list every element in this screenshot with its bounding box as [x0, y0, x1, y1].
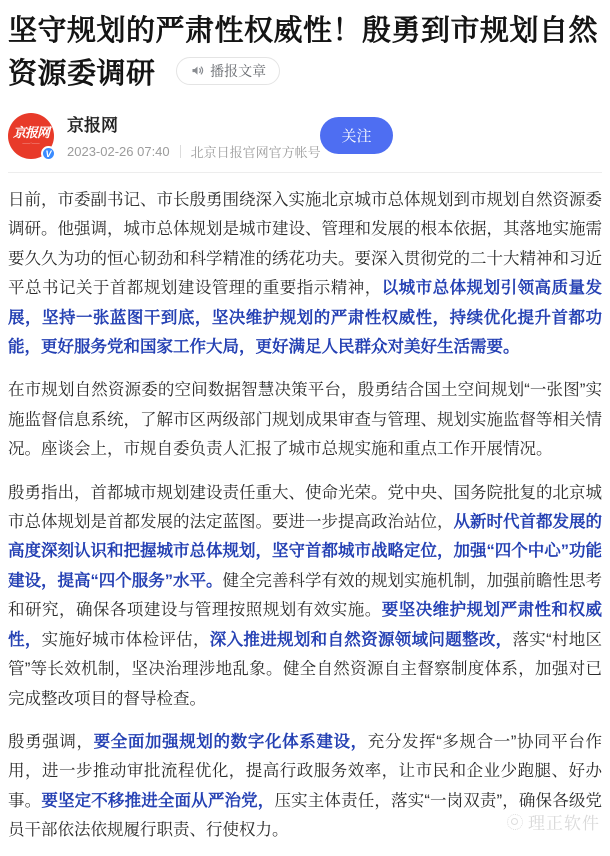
- account-description: 北京日报官网官方帐号: [190, 145, 321, 160]
- body-text: 压实主体责任，落实“一岗双责”，确保各级党员干部依法依规履行职责、行使权力。: [8, 791, 602, 840]
- body-text: 殷勇强调，: [8, 732, 94, 751]
- verified-badge-icon: V: [41, 146, 56, 161]
- body-text: 殷勇指出，首都城市规划建设责任重大、使命光荣。党中央、国务院批复的北京城市总体规划是首都发展的法定蓝图。要进一步提高政治站位，: [8, 483, 602, 532]
- broadcast-article-button[interactable]: [176, 57, 280, 85]
- source-name[interactable]: 京报网: [67, 116, 118, 135]
- source-avatar[interactable]: [8, 113, 54, 159]
- emphasis-text: 要坚决维护规划严肃性和权威性，: [8, 601, 603, 649]
- emphasis-text: 从新时代首都发展的高度深刻认识和把握城市总体规划，坚守首都城市战略定位，加强“四个中心”功能建设，提高“四个服务”水平。: [8, 513, 602, 590]
- watermark: [507, 809, 600, 834]
- avatar-text: 京报网: [12, 125, 49, 140]
- meta-divider: [180, 145, 181, 158]
- body-text: 健全完善科学有效的规划实施机制，加强前瞻性思考和研究，确保各项建设与管理按照规划有效实施。: [8, 571, 602, 620]
- source-meta: [67, 111, 321, 161]
- article-title-text: 坚守规划的严肃性权威性！殷勇到市规划自然资源委调研: [8, 15, 599, 90]
- watermark-text: 理正软件: [528, 814, 600, 833]
- follow-button[interactable]: 关注: [320, 117, 393, 154]
- avatar-url-text: ——·——: [22, 140, 40, 145]
- article-page: [0, 10, 610, 856]
- body-text: 日前，市委副书记、市长殷勇围绕深入实施北京城市总体规划到市规划自然资源委调研。他强调，城市总体规划是城市建设、管理和发展的根本依据，其落地实施需要久久为功的恒心韧劲和科学精准的绣花功夫。要深入贯彻党的二十大精神和习近平总书记关于首都规划建设管理的重要指示精神，: [8, 191, 602, 298]
- header-divider: [8, 172, 602, 173]
- body-text: 充分发挥“多规合一”协同平台作用，进一步推动审批流程优化，提高行政服务效率，让市民和企业少跑腿、好办事。: [8, 732, 603, 810]
- article-paragraph: [8, 479, 602, 714]
- body-text: 实施好城市体检评估，: [41, 630, 210, 649]
- article-title: [8, 10, 602, 96]
- source-subline: [67, 142, 321, 161]
- emphasis-text: 以城市总体规划引领高质量发展，坚持一张蓝图干到底，坚决维护规划的严肃性权威性，持续优化提升首都功能，更好服务党和国家工作大局，更好满足人民群众对美好生活需要。: [8, 279, 603, 357]
- article-paragraph: [8, 376, 602, 464]
- publish-time: 2023-02-26 07:40: [67, 144, 170, 159]
- emphasis-text: 要全面加强规划的数字化体系建设，: [93, 732, 368, 751]
- emphasis-text: 要坚定不移推进全面从严治党，: [41, 791, 275, 810]
- speaker-icon: [190, 63, 205, 78]
- source-bar: [8, 113, 602, 159]
- article-body: [8, 186, 602, 846]
- broadcast-label: 播报文章: [210, 62, 267, 79]
- article-paragraph: [8, 186, 602, 362]
- body-text: 落实“村地区管”等长效机制，坚决治理涉地乱象。健全自然资源自主督察制度体系，加强对已完成整改项目的督导检查。: [8, 630, 603, 708]
- watermark-logo-icon: [507, 814, 523, 830]
- body-text: 在市规划自然资源委的空间数据智慧决策平台，殷勇结合国土空间规划“一张图”实施监督信息系统，了解市区两级部门规划成果审查与管理、规划实施监督等相关情况。座谈会上，市规自委负责人汇报了城市总规实施和重点工作开展情况。: [8, 381, 602, 459]
- emphasis-text: 深入推进规划和自然资源领域问题整改，: [209, 630, 513, 649]
